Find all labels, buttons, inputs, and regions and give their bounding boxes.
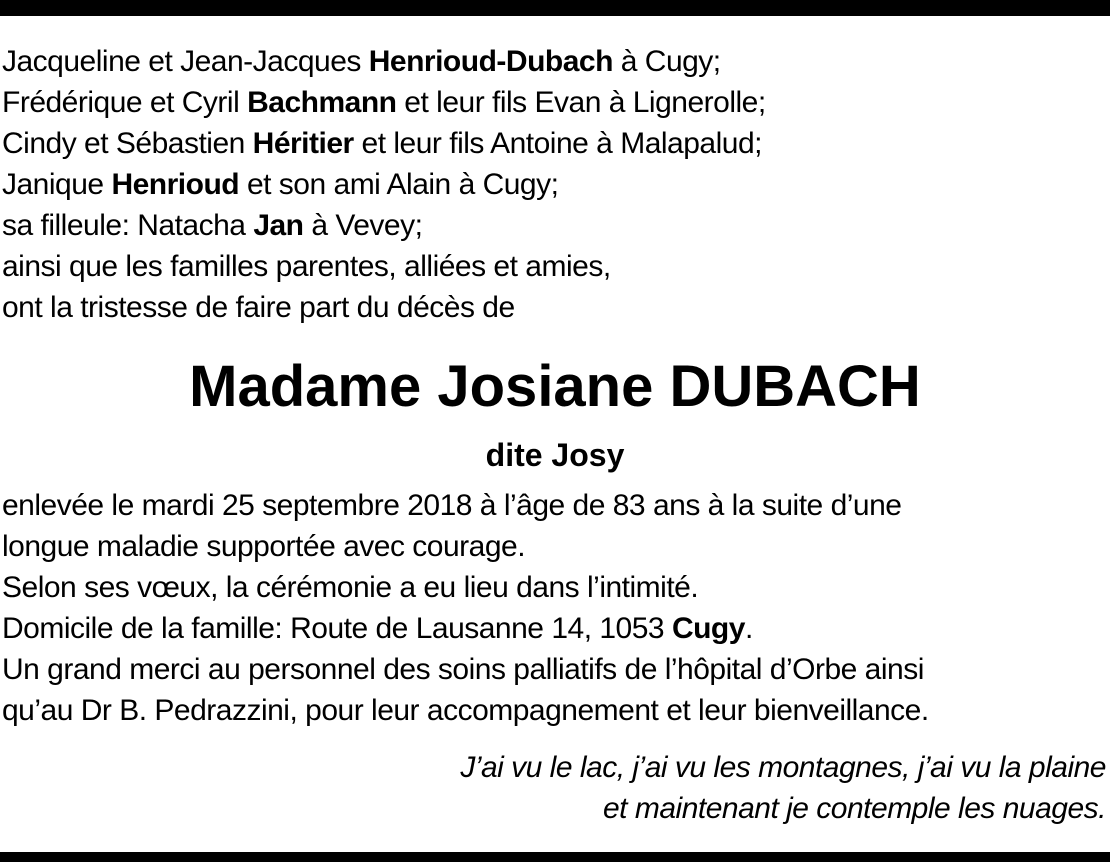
deceased-nickname: dite Josy xyxy=(485,437,625,473)
body-line-2: longue maladie supportée avec courage. xyxy=(2,530,526,563)
address-line xyxy=(2,611,753,647)
family-line-3-text: Cindy et Sébastien xyxy=(2,127,253,160)
family-line-1-surname: Henrioud-Dubach xyxy=(368,45,613,78)
family-line-1-text: Jacqueline et Jean-Jacques xyxy=(2,45,369,78)
deceased-name: Madame Josiane DUBACH xyxy=(189,354,921,419)
family-line-1-place: à Cugy; xyxy=(612,45,721,78)
intro-line-1: ainsi que les familles parentes, alliées et amies, xyxy=(2,250,611,283)
family-line-2 xyxy=(2,85,766,121)
quote-line-1: J’ai vu le lac, j’ai vu les montagnes, j’ai vu la plaine xyxy=(460,751,1106,784)
body-line-1: enlevée le mardi 25 septembre 2018 à l’âge de 83 ans à la suite d’une xyxy=(2,489,902,522)
family-line-4 xyxy=(2,167,558,203)
family-line-4-text: Janique xyxy=(2,168,112,201)
family-line-3-place: et leur fils Antoine à Malapalud; xyxy=(353,127,762,160)
family-line-3 xyxy=(2,126,762,162)
family-line-4-surname: Henrioud xyxy=(111,168,240,201)
top-border-rule xyxy=(0,0,1110,16)
family-line-2-surname: Bachmann xyxy=(247,86,397,119)
address-town: Cugy xyxy=(671,612,745,645)
family-line-5-place: à Vevey; xyxy=(303,209,423,242)
family-line-3-surname: Héritier xyxy=(252,127,354,160)
address-text: Domicile de la famille: Route de Lausanne 14, 1053 xyxy=(2,612,672,645)
family-line-5 xyxy=(2,208,422,244)
family-line-5-text: sa filleule: Natacha xyxy=(2,209,254,242)
family-line-5-surname: Jan xyxy=(253,209,304,242)
family-line-1 xyxy=(2,44,721,80)
body-line-5: Un grand merci au personnel des soins palliatifs de l’hôpital d’Orbe ainsi xyxy=(2,653,924,686)
body-line-6: qu’au Dr B. Pedrazzini, pour leur accompagnement et leur bienveillance. xyxy=(2,694,929,727)
family-line-2-text: Frédérique et Cyril xyxy=(2,86,248,119)
address-end: . xyxy=(744,612,753,645)
family-line-2-place: et leur fils Evan à Lignerolle; xyxy=(396,86,766,119)
body-line-3: Selon ses vœux, la cérémonie a eu lieu dans l’intimité. xyxy=(2,571,699,604)
intro-line-2: ont la tristesse de faire part du décès de xyxy=(2,291,515,324)
bottom-border-rule xyxy=(0,852,1110,862)
quote-line-2: et maintenant je contemple les nuages. xyxy=(603,792,1106,825)
family-line-4-place: et son ami Alain à Cugy; xyxy=(239,168,559,201)
